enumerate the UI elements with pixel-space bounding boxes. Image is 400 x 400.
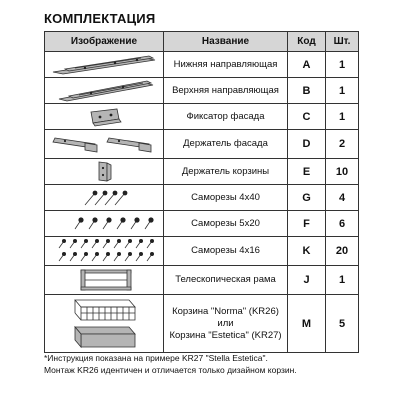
- table-row: [45, 237, 359, 266]
- row-qty: 6: [326, 211, 359, 237]
- row-name: Нижняя направляющая: [164, 52, 288, 78]
- row-qty: 5: [326, 295, 359, 353]
- row-code: A: [288, 52, 326, 78]
- row-qty: 4: [326, 185, 359, 211]
- screws-4x40-icon: [45, 185, 164, 210]
- row-name: Фиксатор фасада: [164, 104, 288, 130]
- telescopic-frame-icon: [45, 266, 164, 294]
- row-name: Держатель корзины: [164, 159, 288, 185]
- components-table: [44, 31, 359, 353]
- table-row: [45, 159, 359, 185]
- footnote: [44, 352, 364, 376]
- row-qty: 1: [326, 78, 359, 104]
- page-title: КОМПЛЕКТАЦИЯ: [44, 11, 156, 26]
- row-image: [45, 104, 164, 130]
- row-name: Телескопическая рама: [164, 266, 288, 295]
- row-code: C: [288, 104, 326, 130]
- row-image: [45, 185, 164, 211]
- row-image: [45, 211, 164, 237]
- basket-icon: [45, 295, 164, 352]
- row-image: [45, 295, 164, 353]
- table-row: [45, 266, 359, 295]
- row-name: Саморезы 4x16: [164, 237, 288, 266]
- footnote-line: Монтаж KR26 идентичен и отличается только дизайном корзин.: [44, 365, 297, 375]
- table-row: [45, 78, 359, 104]
- row-name: Саморезы 5x20: [164, 211, 288, 237]
- table-row: [45, 104, 359, 130]
- row-image: [45, 78, 164, 104]
- row-image: [45, 130, 164, 159]
- row-image: [45, 237, 164, 266]
- row-qty: 1: [326, 52, 359, 78]
- basket-holder-icon: [45, 159, 164, 184]
- basket-option-2: Корзина "Estetica" (KR27): [169, 329, 282, 341]
- table-row: [45, 211, 359, 237]
- row-name: Саморезы 4x40: [164, 185, 288, 211]
- row-qty: 10: [326, 159, 359, 185]
- row-code: F: [288, 211, 326, 237]
- lower-rail-icon: [45, 52, 164, 77]
- table-row: [45, 295, 359, 353]
- table-row: [45, 185, 359, 211]
- row-code: G: [288, 185, 326, 211]
- row-code: J: [288, 266, 326, 295]
- upper-rail-icon: [45, 78, 164, 103]
- row-code: E: [288, 159, 326, 185]
- facade-lock-icon: [45, 104, 164, 129]
- header-name: Название: [164, 32, 288, 52]
- table-row: [45, 130, 359, 159]
- row-name: Держатель фасада: [164, 130, 288, 159]
- header-code: Код: [288, 32, 326, 52]
- row-name: Верхняя направляющая: [164, 78, 288, 104]
- row-qty: 1: [326, 266, 359, 295]
- footnote-line: *Инструкция показана на примере KR27 "Stella Estetica".: [44, 353, 268, 363]
- row-code: M: [288, 295, 326, 353]
- row-code: D: [288, 130, 326, 159]
- table-header-row: [45, 32, 359, 52]
- basket-option-1: Корзина "Norma" (KR26): [172, 305, 279, 317]
- row-qty: 20: [326, 237, 359, 266]
- row-qty: 1: [326, 104, 359, 130]
- row-name: [164, 295, 288, 353]
- header-image: Изображение: [45, 32, 164, 52]
- facade-holder-icon: [45, 130, 164, 158]
- row-code: B: [288, 78, 326, 104]
- row-image: [45, 159, 164, 185]
- row-qty: 2: [326, 130, 359, 159]
- row-image: [45, 52, 164, 78]
- basket-option-or: или: [217, 317, 234, 329]
- row-code: K: [288, 237, 326, 266]
- table-row: [45, 52, 359, 78]
- screws-5x20-icon: [45, 211, 164, 236]
- header-qty: Шт.: [326, 32, 359, 52]
- row-image: [45, 266, 164, 295]
- screws-4x16-icon: [45, 237, 164, 265]
